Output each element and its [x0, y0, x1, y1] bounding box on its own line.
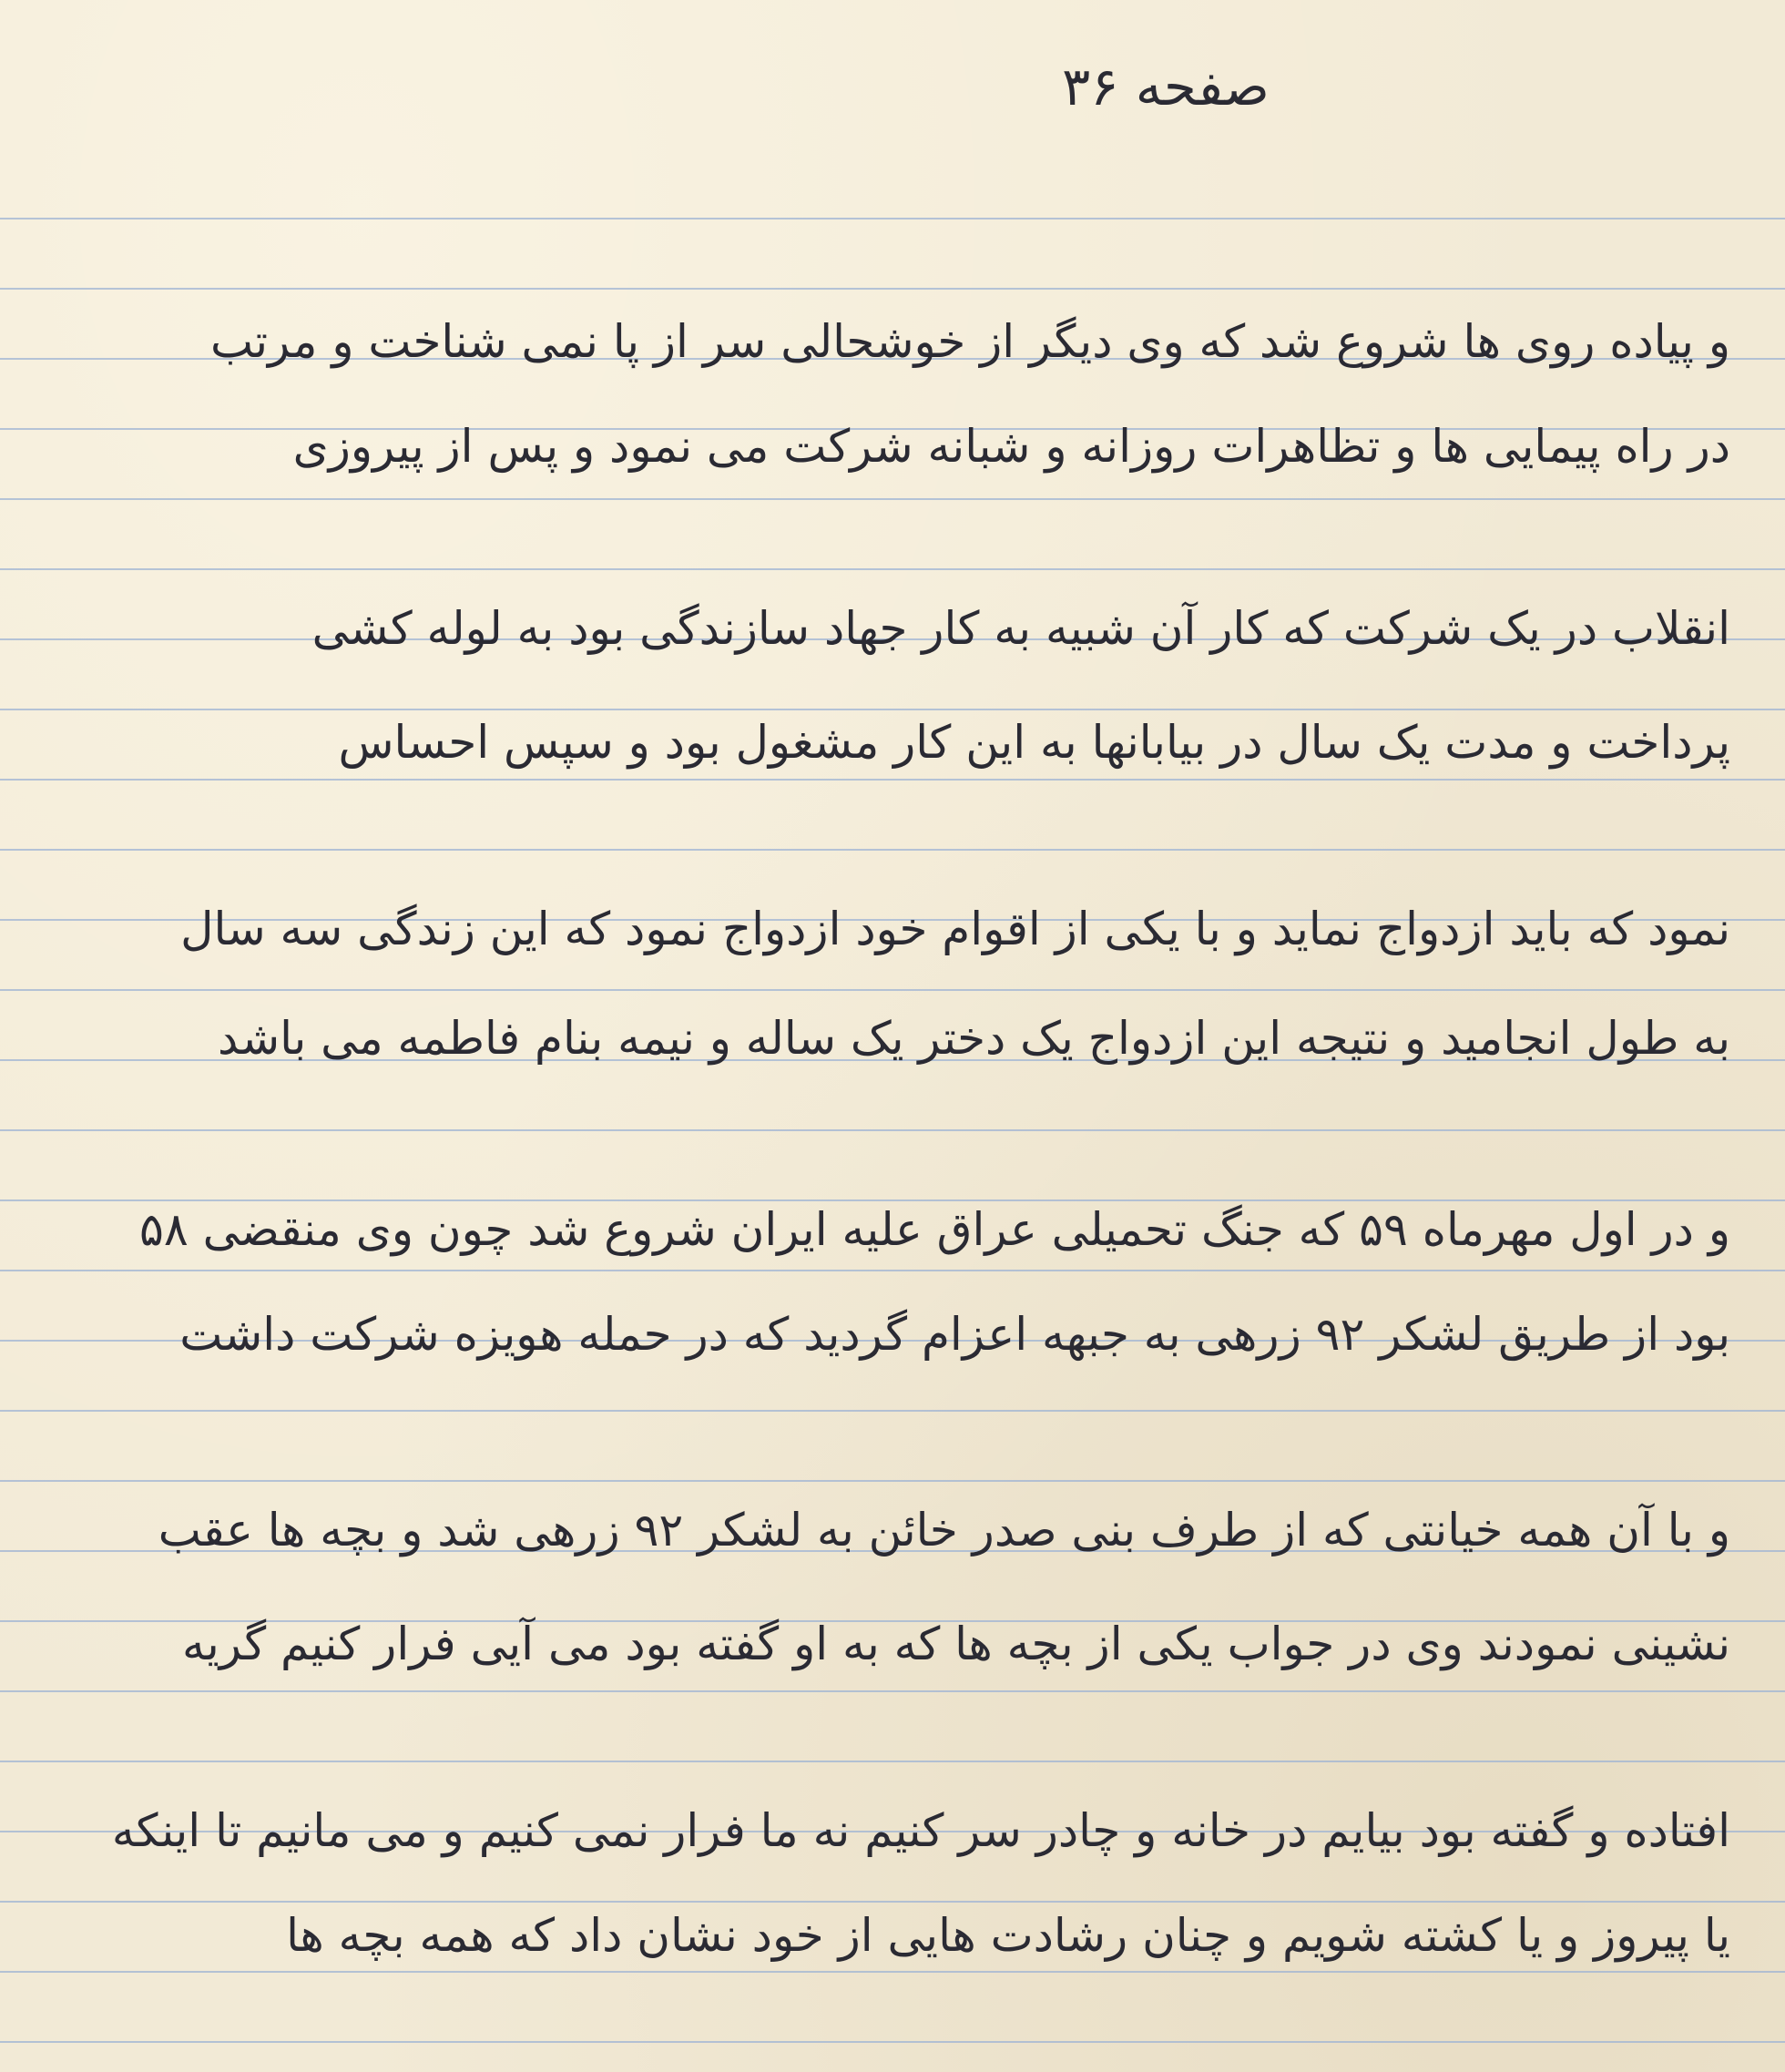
text-line-9: و با آن همه خیانتی که از طرف بنی صدر خائن به لشکر ۹۲ زرهی شد و بچه ها عقب — [158, 1504, 1730, 1557]
page-number: صفحه ۳۶ — [1062, 56, 1270, 117]
text-line-8: بود از طریق لشکر ۹۲ زرهی به جبهه اعزام گردید که در حمله هویزه شرکت داشت — [179, 1308, 1730, 1361]
text-line-10: نشینی نمودند وی در جواب یکی از بچه ها که به او گفته بود می آیی فرار کنیم گریه — [182, 1618, 1730, 1670]
text-line-2: در راه پیمایی ها و تظاهرات روزانه و شبانه شرکت می نمود و پس از پیروزی — [292, 420, 1730, 473]
text-line-6: به طول انجامید و نتیجه این ازدواج یک دختر یک ساله و نیمه بنام فاطمه می باشد — [217, 1012, 1730, 1065]
text-line-1: و پیاده روی ها شروع شد که وی دیگر از خوشحالی سر از پا نمی شناخت و مرتب — [210, 315, 1730, 368]
text-line-5: نمود که باید ازدواج نماید و با یکی از اقوام خود ازدواج نمود که این زندگی سه سال — [180, 903, 1730, 955]
text-line-7: و در اول مهرماه ۵۹ که جنگ تحمیلی عراق علیه ایران شروع شد چون وی منقضی ۵۸ — [138, 1203, 1730, 1256]
text-line-3: انقلاب در یک شرکت که کار آن شبیه به کار جهاد سازندگی بود به لوله کشی — [311, 602, 1730, 655]
text-line-12: یا پیروز و یا کشته شویم و چنان رشادت هایی از خود نشان داد که همه بچه ها — [286, 1909, 1730, 1962]
text-line-4: پرداخت و مدت یک سال در بیابانها به این کار مشغول بود و سپس احساس — [338, 716, 1730, 769]
text-line-11: افتاده و گفته بود بیایم در خانه و چادر سر کنیم نه ما فرار نمی کنیم و می مانیم تا اینکه — [111, 1804, 1730, 1857]
